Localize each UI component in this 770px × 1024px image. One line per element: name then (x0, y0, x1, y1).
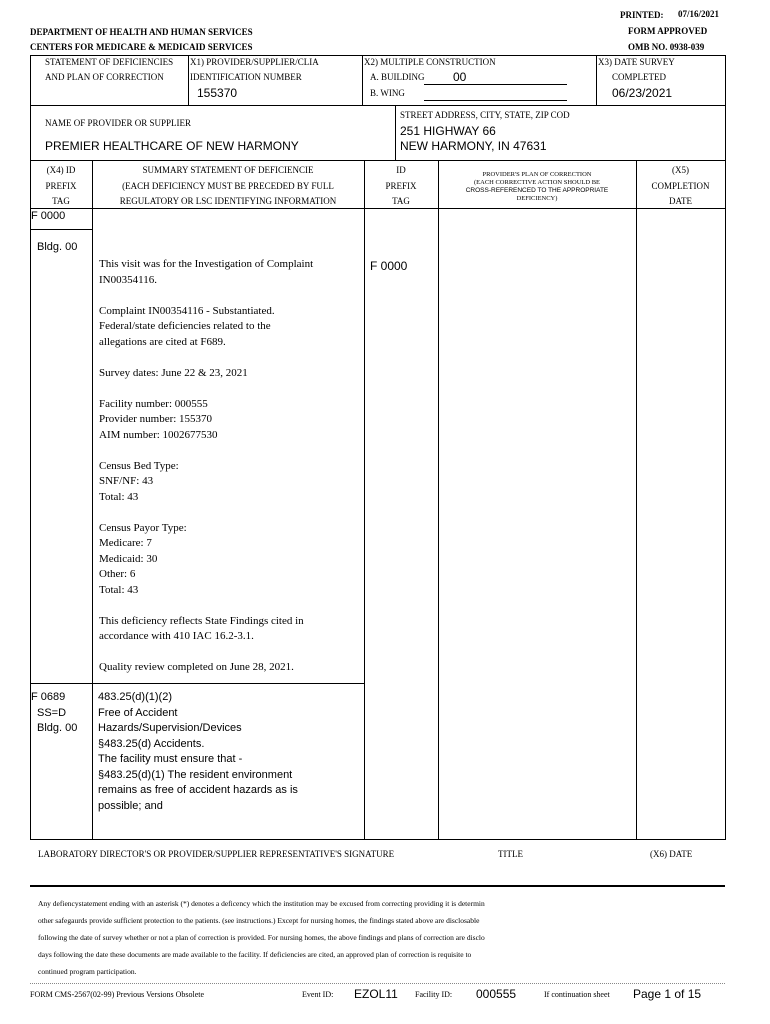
summary-line: Census Payor Type: (99, 521, 187, 534)
summary-line: accordance with 410 IAC 16.2-3.1. (99, 630, 254, 642)
summary-line: Other: 6 (99, 568, 136, 580)
printed-date: 07/16/2021 (678, 9, 720, 19)
address-label: STREET ADDRESS, CITY, STATE, ZIP COD (400, 110, 570, 120)
wing-label: B. WING (370, 88, 405, 98)
building-label: A. BUILDING (370, 72, 425, 82)
plan-label-1: PROVIDER'S PLAN OF CORRECTION (482, 171, 592, 178)
summary-block-2 (98, 690, 298, 814)
summary-line: Medicare: 7 (99, 537, 152, 549)
disclaimer-block (38, 895, 485, 980)
summary-line: Medicaid: 30 (99, 552, 158, 565)
tag-f0689: F 0689 (31, 691, 66, 703)
provider-name: PREMIER HEALTHCARE OF NEW HARMONY (45, 139, 299, 153)
id-label-3: TAG (392, 196, 410, 206)
summary-line: Census Bed Type: (99, 459, 179, 472)
summary-line: AIM number: 1002677530 (99, 428, 218, 441)
x3-label-1: X3) DATE SURVEY (598, 57, 675, 67)
department-title: DEPARTMENT OF HEALTH AND HUMAN SERVICES (30, 27, 253, 37)
statement-label-2: AND PLAN OF CORRECTION (45, 72, 164, 82)
summary-line: Quality review completed on June 28, 2021. (99, 661, 294, 673)
statement-label-1: STATEMENT OF DEFICIENCIES (45, 57, 174, 67)
summary-line: This deficiency reflects State Findings cited in (99, 614, 304, 627)
plan-label-2: (EACH CORRECTIVE ACTION SHOULD BE (473, 179, 601, 186)
summary-line: possible; and (98, 799, 163, 812)
tag-f0000: F 0000 (31, 210, 66, 222)
summary-line: Complaint IN00354116 - Substantiated. (99, 304, 275, 317)
summary-label-1: SUMMARY STATEMENT OF DEFICIENCIE (142, 165, 314, 175)
summary-block-1 (99, 257, 313, 676)
x4-label-1: (X4) ID (46, 165, 76, 175)
facility-id-value: 000555 (476, 987, 517, 1001)
plan-label-4: DEFICIENCY) (516, 195, 558, 202)
id-label-2: PREFIX (385, 181, 417, 191)
summary-line: Hazards/Supervision/Devices (98, 722, 242, 734)
facility-id-label: Facility ID: (415, 990, 453, 999)
x5-label-1: (X5) (672, 165, 689, 175)
summary-line: allegations are cited at F689. (99, 335, 226, 348)
provider-name-label: NAME OF PROVIDER OR SUPPLIER (45, 118, 192, 128)
x1-label-1: X1) PROVIDER/SUPPLIER/CLIA (190, 57, 319, 67)
survey-date-value: 06/23/2021 (612, 86, 673, 100)
omb-number: OMB NO. 0938-039 (628, 42, 705, 52)
summary-line: Survey dates: June 22 & 23, 2021 (99, 366, 248, 379)
summary-label-3: REGULATORY OR LSC IDENTIFYING INFORMATION (119, 196, 337, 206)
severity-scope: SS=D (37, 706, 67, 719)
x1-label-2: IDENTIFICATION NUMBER (190, 72, 302, 82)
x2-label: X2) MULTIPLE CONSTRUCTION (364, 57, 496, 67)
signature-label: LABORATORY DIRECTOR'S OR PROVIDER/SUPPLIER REPRESENTATIVE'S SIGNATURE (38, 849, 395, 859)
summary-line: remains as free of accident hazards as is (98, 784, 298, 796)
summary-line: Provider number: 155370 (99, 413, 213, 425)
disclaimer-line: days following the date these documents are made available to the facility. If deficiencies are cited, an approved plan of correction is requisite to (38, 950, 472, 959)
continuation-label: If continuation sheet (544, 990, 610, 999)
x5-label-3: DATE (669, 196, 692, 206)
summary-line: Total: 43 (99, 583, 139, 596)
event-id-value: EZOL11 (354, 987, 398, 1001)
x4-label-3: TAG (52, 196, 70, 206)
summary-line: IN00354116. (99, 273, 157, 286)
building-value: 00 (453, 70, 467, 84)
page-number: Page 1 of 15 (633, 987, 702, 1001)
centers-title: CENTERS FOR MEDICARE & MEDICAID SERVICES (30, 42, 253, 52)
summary-line: Federal/state deficiencies related to the (99, 320, 271, 332)
bldg-00-f0689: Bldg. 00 (37, 722, 78, 734)
plan-label-3: CROSS-REFERENCED TO THE APPROPRIATE (465, 187, 609, 194)
x5-label-2: COMPLETION (651, 181, 710, 191)
disclaimer-line: following the date of survey whether or not a plan of correction is provided. For nursing homes, the above findings and plans of correction are disclo (38, 933, 485, 942)
title-label: TITLE (498, 849, 523, 859)
id-tag-f0000: F 0000 (370, 259, 408, 273)
printed-label: PRINTED: (620, 10, 664, 20)
summary-line: SNF/NF: 43 (99, 475, 154, 487)
summary-line: This visit was for the Investigation of Complaint (99, 258, 314, 270)
form-number: FORM CMS-2567(02-99) Previous Versions Obsolete (30, 990, 205, 999)
x4-label-2: PREFIX (45, 181, 77, 191)
disclaimer-line: continued program participation. (38, 967, 137, 976)
provider-id-value: 155370 (197, 86, 238, 100)
date-label: (X6) DATE (650, 849, 693, 859)
event-id-label: Event ID: (302, 990, 334, 999)
id-label-1: ID (396, 165, 406, 175)
x3-label-2: COMPLETED (612, 72, 666, 82)
summary-line: Facility number: 000555 (99, 397, 208, 410)
summary-label-2: (EACH DEFICIENCY MUST BE PRECEDED BY FULL (122, 181, 334, 191)
summary-line: §483.25(d) Accidents. (98, 737, 205, 750)
summary-line: Total: 43 (99, 490, 139, 503)
summary-line: Free of Accident (98, 706, 178, 719)
disclaimer-line: Any defiencystatement ending with an asterisk (*) denotes a deficency which the institution may be excused from correcting providing it is determin (38, 899, 485, 908)
summary-line: 483.25(d)(1)(2) (98, 691, 172, 703)
bldg-00: Bldg. 00 (37, 241, 78, 253)
address-line-2: NEW HARMONY, IN 47631 (400, 139, 547, 153)
form-approved: FORM APPROVED (628, 26, 708, 36)
tag-f0689-block (31, 690, 77, 737)
address-line-1: 251 HIGHWAY 66 (400, 124, 496, 138)
summary-line: §483.25(d)(1) The resident environment (98, 768, 293, 781)
summary-line: The facility must ensure that - (98, 753, 243, 765)
disclaimer-line: other safegaurds provide sufficient protection to the patients. (see instructions.) Except for nursing homes, the findings stated above are disclosable (38, 916, 480, 925)
